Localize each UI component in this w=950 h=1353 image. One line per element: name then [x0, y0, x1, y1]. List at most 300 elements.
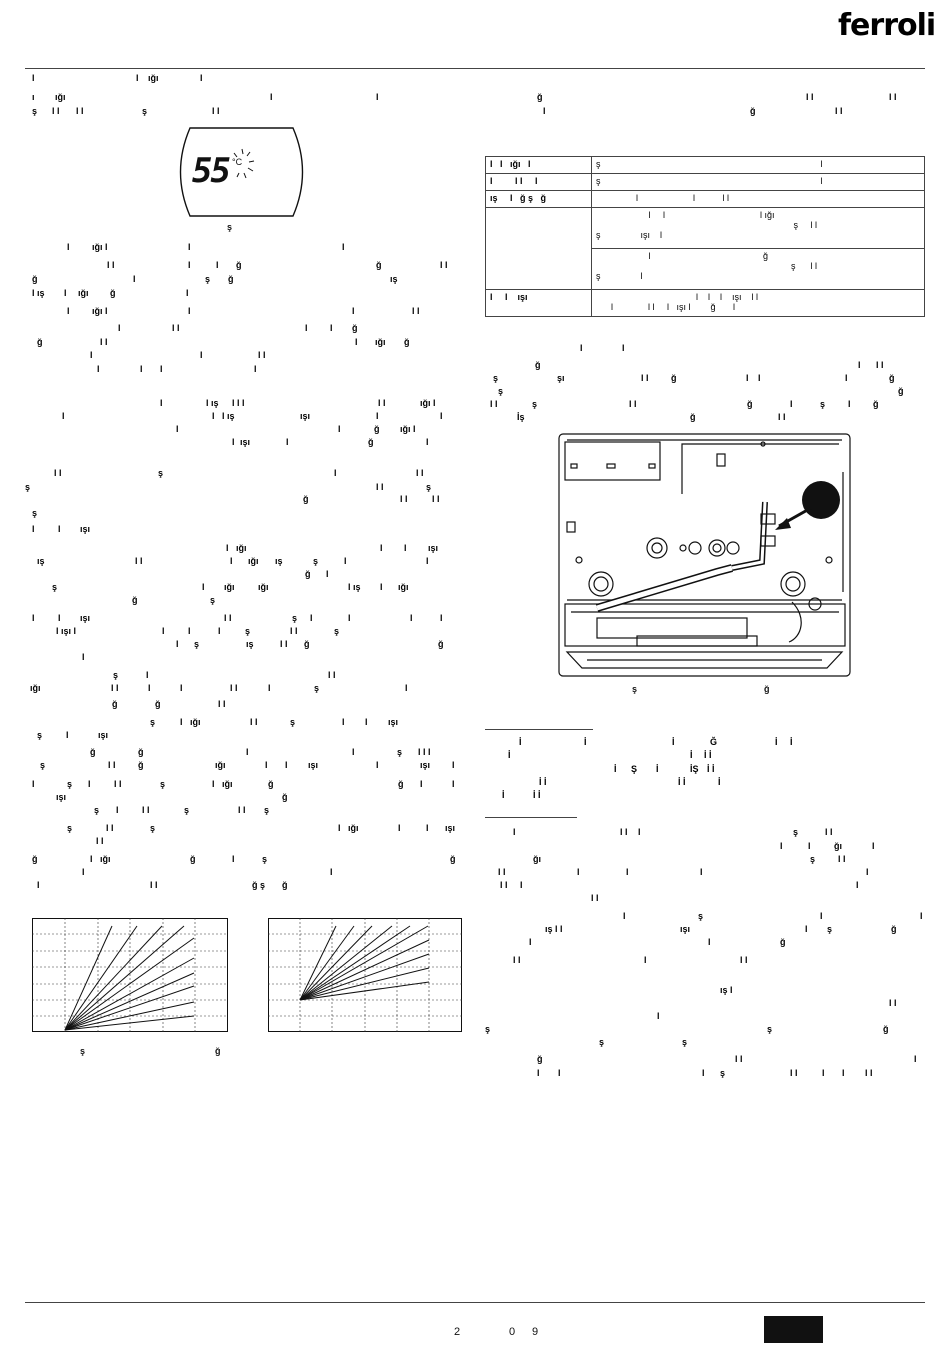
- text-fragment: ğ: [282, 792, 288, 802]
- text-fragment: ğ: [898, 386, 904, 396]
- text-fragment: l l: [620, 827, 628, 837]
- text-fragment: l: [82, 867, 85, 877]
- text-fragment: l: [188, 306, 191, 316]
- graph-caption-a: ş: [80, 1046, 86, 1056]
- text-fragment: l: [820, 911, 823, 921]
- text-fragment: ş: [67, 823, 73, 833]
- footer-page-a: 2: [454, 1326, 461, 1338]
- text-fragment: l: [342, 717, 345, 727]
- text-fragment: ş: [205, 274, 211, 284]
- text-fragment: ığı: [258, 582, 269, 592]
- table-row: l l ışı l l l ışı l l l l l l ışı l ğ l: [486, 290, 925, 317]
- display-value: 55: [192, 151, 229, 191]
- table-row: l ğ ş l l ş l: [486, 249, 925, 290]
- text-fragment: l l: [106, 823, 114, 833]
- text-fragment: l: [702, 1068, 705, 1078]
- text-fragment: l: [376, 92, 379, 102]
- text-fragment: l: [376, 760, 379, 770]
- image-caption-a: ş: [632, 684, 638, 694]
- text-fragment: l: [746, 373, 749, 383]
- text-fragment: l l: [825, 827, 833, 837]
- text-fragment: l l: [412, 306, 420, 316]
- text-fragment: İ: [775, 737, 778, 747]
- text-fragment: l: [914, 1054, 917, 1064]
- text-fragment: l: [808, 841, 811, 851]
- text-fragment: l l: [238, 805, 246, 815]
- text-fragment: ığı: [30, 683, 41, 693]
- text-fragment: Ş: [631, 764, 638, 774]
- text-fragment: l: [212, 411, 215, 421]
- text-fragment: ş: [150, 717, 156, 727]
- text-fragment: l: [180, 683, 183, 693]
- text-fragment: l l: [806, 92, 814, 102]
- text-fragment: l: [265, 760, 268, 770]
- text-fragment: ğ: [535, 360, 541, 370]
- footer-page-c: 9: [532, 1326, 539, 1338]
- text-fragment: ğ: [690, 412, 696, 422]
- text-fragment: l l: [258, 350, 266, 360]
- text-fragment: l: [405, 683, 408, 693]
- text-fragment: l: [558, 1068, 561, 1078]
- text-fragment: l l: [629, 399, 637, 409]
- text-fragment: l: [162, 626, 165, 636]
- text-fragment: İ İ: [704, 750, 712, 760]
- text-fragment: l: [858, 360, 861, 370]
- text-fragment: ş: [498, 386, 504, 396]
- text-fragment: l: [644, 955, 647, 965]
- text-fragment: ş: [290, 717, 296, 727]
- text-fragment: ığı: [224, 582, 235, 592]
- text-fragment: l: [88, 779, 91, 789]
- text-fragment: ışı: [56, 792, 67, 802]
- text-fragment: ş: [292, 613, 298, 623]
- text-fragment: l: [186, 288, 189, 298]
- text-fragment: ışı: [300, 411, 311, 421]
- text-fragment: l l: [740, 955, 748, 965]
- text-fragment: l: [866, 867, 869, 877]
- text-fragment: ğ: [883, 1024, 889, 1034]
- text-fragment: l: [305, 323, 308, 333]
- text-fragment: l l: [735, 1054, 743, 1064]
- text-fragment: l l: [100, 337, 108, 347]
- text-fragment: l l l: [418, 747, 431, 757]
- text-fragment: l l: [513, 955, 521, 965]
- brand-logo: ferroli: [838, 8, 936, 43]
- text-fragment: ğı: [533, 854, 541, 864]
- text-fragment: ışı: [420, 760, 431, 770]
- text-fragment: l: [216, 260, 219, 270]
- text-fragment: ş: [210, 595, 216, 605]
- text-fragment: ğ: [305, 569, 311, 579]
- text-fragment: l l: [114, 779, 122, 789]
- text-fragment: ğ: [891, 924, 897, 934]
- text-fragment: ş: [113, 670, 119, 680]
- text-fragment: İ İ: [678, 777, 686, 787]
- text-fragment: l l: [416, 468, 424, 478]
- text-fragment: ığı: [248, 556, 259, 566]
- text-fragment: l l: [52, 106, 60, 116]
- text-fragment: ş: [160, 779, 166, 789]
- text-fragment: l: [420, 779, 423, 789]
- text-fragment: İ: [502, 790, 505, 800]
- text-fragment: l: [440, 613, 443, 623]
- text-fragment: ğ: [37, 337, 43, 347]
- text-fragment: l ışı l: [56, 626, 77, 636]
- text-fragment: ığı: [190, 717, 201, 727]
- text-fragment: İ: [614, 764, 617, 774]
- text-fragment: l: [529, 937, 532, 947]
- text-fragment: l ış: [222, 411, 235, 421]
- text-fragment: l l: [641, 373, 649, 383]
- text-fragment: ğ: [304, 639, 310, 649]
- text-fragment: l: [334, 468, 337, 478]
- text-fragment: ığı l: [92, 242, 108, 252]
- text-fragment: l: [623, 911, 626, 921]
- text-fragment: l: [352, 747, 355, 757]
- text-fragment: ğ: [138, 760, 144, 770]
- graph-caption-b: ğ: [215, 1046, 221, 1056]
- display-unit: °C: [232, 157, 243, 167]
- text-fragment: İŞ: [690, 764, 699, 774]
- text-fragment: l: [32, 779, 35, 789]
- text-fragment: l: [188, 260, 191, 270]
- text-fragment: l: [577, 867, 580, 877]
- text-fragment: ş: [599, 1037, 605, 1047]
- image-caption-b: ğ: [764, 684, 770, 694]
- diagnostic-table: [485, 156, 925, 317]
- text-fragment: l: [37, 880, 40, 890]
- footer-rule: [25, 1302, 925, 1303]
- text-fragment: l: [148, 683, 151, 693]
- text-fragment: l l: [142, 805, 150, 815]
- text-fragment: l: [116, 805, 119, 815]
- text-fragment: l: [140, 364, 143, 374]
- text-fragment: ş: [313, 556, 319, 566]
- text-fragment: l l: [230, 683, 238, 693]
- text-fragment: ışı: [240, 437, 251, 447]
- text-fragment: l: [342, 242, 345, 252]
- text-fragment: ğ: [750, 106, 756, 116]
- text-fragment: l: [97, 364, 100, 374]
- text-fragment: l: [146, 670, 149, 680]
- text-fragment: l l: [498, 867, 506, 877]
- text-fragment: l: [67, 306, 70, 316]
- text-fragment: l l: [212, 106, 220, 116]
- text-fragment: l: [202, 582, 205, 592]
- text-fragment: ş: [682, 1037, 688, 1047]
- text-fragment: l: [638, 827, 641, 837]
- section-rule: [485, 817, 577, 818]
- text-fragment: İ: [718, 777, 721, 787]
- text-fragment: ğ: [450, 854, 456, 864]
- text-fragment: l: [62, 411, 65, 421]
- text-fragment: l: [226, 543, 229, 553]
- text-fragment: l: [920, 911, 923, 921]
- text-fragment: ğ: [228, 274, 234, 284]
- text-fragment: l: [176, 639, 179, 649]
- text-fragment: İ İ: [533, 790, 541, 800]
- text-fragment: l: [200, 350, 203, 360]
- text-fragment: l: [180, 717, 183, 727]
- text-fragment: l l: [778, 412, 786, 422]
- text-fragment: l: [32, 613, 35, 623]
- text-fragment: l: [344, 556, 347, 566]
- text-fragment: l: [326, 569, 329, 579]
- text-fragment: ışı: [680, 924, 691, 934]
- text-fragment: ış: [37, 556, 45, 566]
- text-fragment: l l: [376, 482, 384, 492]
- blink-icon: [228, 147, 258, 183]
- text-fragment: l: [160, 364, 163, 374]
- text-fragment: ş: [262, 854, 268, 864]
- text-fragment: ğ: [112, 699, 118, 709]
- text-fragment: l: [426, 556, 429, 566]
- text-fragment: İ: [690, 750, 693, 760]
- text-fragment: İ: [672, 737, 675, 747]
- text-fragment: l: [657, 1011, 660, 1021]
- text-fragment: ğ: [404, 337, 410, 347]
- text-fragment: l l l: [232, 398, 245, 408]
- text-fragment: ığı l: [92, 306, 108, 316]
- text-fragment: l: [452, 779, 455, 789]
- text-fragment: l ış: [32, 288, 45, 298]
- text-fragment: l: [285, 760, 288, 770]
- text-fragment: İ: [790, 737, 793, 747]
- text-fragment: ığı: [236, 543, 247, 553]
- text-fragment: l l: [865, 1068, 873, 1078]
- text-fragment: l l: [96, 836, 104, 846]
- text-fragment: ığı: [222, 779, 233, 789]
- table-row: l l ığı l ş l: [486, 157, 925, 174]
- text-fragment: l: [286, 437, 289, 447]
- text-fragment: ş: [767, 1024, 773, 1034]
- text-fragment: ığı: [78, 288, 89, 298]
- text-fragment: ğ: [780, 937, 786, 947]
- text-fragment: ışı: [98, 730, 109, 740]
- text-fragment: ğ: [268, 779, 274, 789]
- text-fragment: l: [58, 524, 61, 534]
- text-fragment: l l: [889, 998, 897, 1008]
- text-fragment: ığı l: [420, 398, 436, 408]
- text-fragment: ğ: [537, 92, 543, 102]
- text-fragment: l: [352, 306, 355, 316]
- display-caption: ş: [227, 222, 233, 232]
- text-fragment: l: [58, 613, 61, 623]
- text-fragment: ş: [532, 399, 538, 409]
- text-fragment: ş: [25, 482, 31, 492]
- text-fragment: l: [380, 582, 383, 592]
- text-fragment: l: [32, 73, 35, 83]
- text-fragment: ı: [32, 92, 35, 102]
- graph-a: [32, 918, 228, 1032]
- text-fragment: l: [622, 343, 625, 353]
- table-row: ış l ğ ş ğ l l l l: [486, 191, 925, 208]
- text-fragment: ş: [493, 373, 499, 383]
- text-fragment: İ: [508, 750, 511, 760]
- text-fragment: l: [218, 626, 221, 636]
- text-fragment: ş: [52, 582, 58, 592]
- text-fragment: l: [66, 730, 69, 740]
- text-fragment: ş: [720, 1068, 726, 1078]
- text-fragment: ışı: [80, 613, 91, 623]
- text-fragment: ş: [245, 626, 251, 636]
- text-fragment: ğ: [376, 260, 382, 270]
- text-fragment: l: [118, 323, 121, 333]
- text-fragment: l l: [835, 106, 843, 116]
- text-fragment: ışı: [80, 524, 91, 534]
- text-fragment: l l: [290, 626, 298, 636]
- text-fragment: l: [67, 242, 70, 252]
- text-fragment: ışı: [308, 760, 319, 770]
- text-fragment: l: [626, 867, 629, 877]
- text-fragment: l: [232, 437, 235, 447]
- text-fragment: l: [842, 1068, 845, 1078]
- text-fragment: l l: [224, 613, 232, 623]
- text-fragment: ğ: [374, 424, 380, 434]
- text-fragment: ğ: [352, 323, 358, 333]
- text-fragment: ığı: [398, 582, 409, 592]
- text-fragment: l: [348, 613, 351, 623]
- text-fragment: ığı: [215, 760, 226, 770]
- text-fragment: ş: [37, 730, 43, 740]
- text-fragment: l l: [591, 893, 599, 903]
- text-fragment: l: [440, 411, 443, 421]
- footer-page-b: 0: [509, 1326, 516, 1338]
- text-fragment: l: [872, 841, 875, 851]
- text-fragment: ğ: [236, 260, 242, 270]
- graph-b: [268, 918, 462, 1032]
- text-fragment: ğ: [398, 779, 404, 789]
- text-fragment: l: [338, 823, 341, 833]
- text-fragment: ğ: [873, 399, 879, 409]
- text-fragment: ış l l: [545, 924, 563, 934]
- text-fragment: ğ: [90, 747, 96, 757]
- text-fragment: ığı: [55, 92, 66, 102]
- text-fragment: l: [780, 841, 783, 851]
- text-fragment: l l: [54, 468, 62, 478]
- text-fragment: ş: [793, 827, 799, 837]
- text-fragment: ğ: [32, 274, 38, 284]
- header-rule: [25, 68, 925, 69]
- text-fragment: ığı: [148, 73, 159, 83]
- text-fragment: l: [133, 274, 136, 284]
- text-fragment: l: [338, 424, 341, 434]
- text-fragment: l: [700, 867, 703, 877]
- text-fragment: ş: [150, 823, 156, 833]
- text-fragment: ş: [94, 805, 100, 815]
- text-fragment: ş: [426, 482, 432, 492]
- text-fragment: ş: [810, 854, 816, 864]
- text-fragment: ğ: [303, 494, 309, 504]
- text-fragment: ığı l: [400, 424, 416, 434]
- text-fragment: l l: [500, 880, 508, 890]
- text-fragment: ş: [184, 805, 190, 815]
- text-fragment: l l: [378, 398, 386, 408]
- text-fragment: l: [856, 880, 859, 890]
- text-fragment: l l: [889, 92, 897, 102]
- text-fragment: l: [543, 106, 546, 116]
- text-fragment: l l: [876, 360, 884, 370]
- text-fragment: l l: [400, 494, 408, 504]
- display-illustration: [170, 127, 313, 217]
- text-fragment: l: [365, 717, 368, 727]
- text-fragment: şı: [557, 373, 565, 383]
- text-fragment: l: [200, 73, 203, 83]
- text-fragment: ğ: [282, 880, 288, 890]
- text-fragment: l: [410, 613, 413, 623]
- text-fragment: ışı: [445, 823, 456, 833]
- text-fragment: ğ: [537, 1054, 543, 1064]
- text-fragment: l: [136, 73, 139, 83]
- table-row: l l l l ş l: [486, 174, 925, 191]
- text-fragment: l: [310, 613, 313, 623]
- text-fragment: İ: [584, 737, 587, 747]
- text-fragment: ğ: [747, 399, 753, 409]
- text-fragment: l: [355, 337, 358, 347]
- text-fragment: l l: [432, 494, 440, 504]
- text-fragment: l l: [150, 880, 158, 890]
- text-fragment: l: [90, 350, 93, 360]
- text-fragment: l: [758, 373, 761, 383]
- text-fragment: ğ: [671, 373, 677, 383]
- text-fragment: l l: [490, 399, 498, 409]
- text-fragment: l: [452, 760, 455, 770]
- text-fragment: l ış: [348, 582, 361, 592]
- text-fragment: l l: [111, 683, 119, 693]
- text-fragment: l ış: [206, 398, 219, 408]
- text-fragment: ğ: [132, 595, 138, 605]
- text-fragment: l: [254, 364, 257, 374]
- text-fragment: l: [230, 556, 233, 566]
- text-fragment: l: [212, 779, 215, 789]
- text-fragment: ş: [397, 747, 403, 757]
- text-fragment: l: [160, 398, 163, 408]
- text-fragment: ğ: [368, 437, 374, 447]
- text-fragment: ışı: [388, 717, 399, 727]
- text-fragment: l: [82, 652, 85, 662]
- text-fragment: ış l: [720, 985, 733, 995]
- text-fragment: l: [805, 924, 808, 934]
- text-fragment: l: [380, 543, 383, 553]
- text-fragment: ş: [820, 399, 826, 409]
- text-fragment: l: [580, 343, 583, 353]
- text-fragment: ş: [40, 760, 46, 770]
- text-fragment: l l: [218, 699, 226, 709]
- text-fragment: l: [32, 524, 35, 534]
- text-fragment: ş: [32, 106, 38, 116]
- text-fragment: Ğ: [710, 737, 718, 747]
- text-fragment: ğ: [155, 699, 161, 709]
- boiler-illustration: [557, 432, 852, 678]
- text-fragment: ışı: [428, 543, 439, 553]
- text-fragment: ş: [194, 639, 200, 649]
- text-fragment: l: [404, 543, 407, 553]
- text-fragment: l: [790, 399, 793, 409]
- text-fragment: ş: [264, 805, 270, 815]
- text-fragment: ş: [142, 106, 148, 116]
- table-row: l l l ığı ş l l ş ışı l: [486, 208, 925, 249]
- text-fragment: l: [376, 411, 379, 421]
- text-fragment: ş: [32, 508, 38, 518]
- text-fragment: l: [90, 854, 93, 864]
- text-fragment: ş: [334, 626, 340, 636]
- text-fragment: İş: [517, 412, 525, 422]
- text-fragment: l: [330, 867, 333, 877]
- text-fragment: İ: [519, 737, 522, 747]
- text-fragment: ğ: [438, 639, 444, 649]
- text-fragment: l: [520, 880, 523, 890]
- text-fragment: ş: [827, 924, 833, 934]
